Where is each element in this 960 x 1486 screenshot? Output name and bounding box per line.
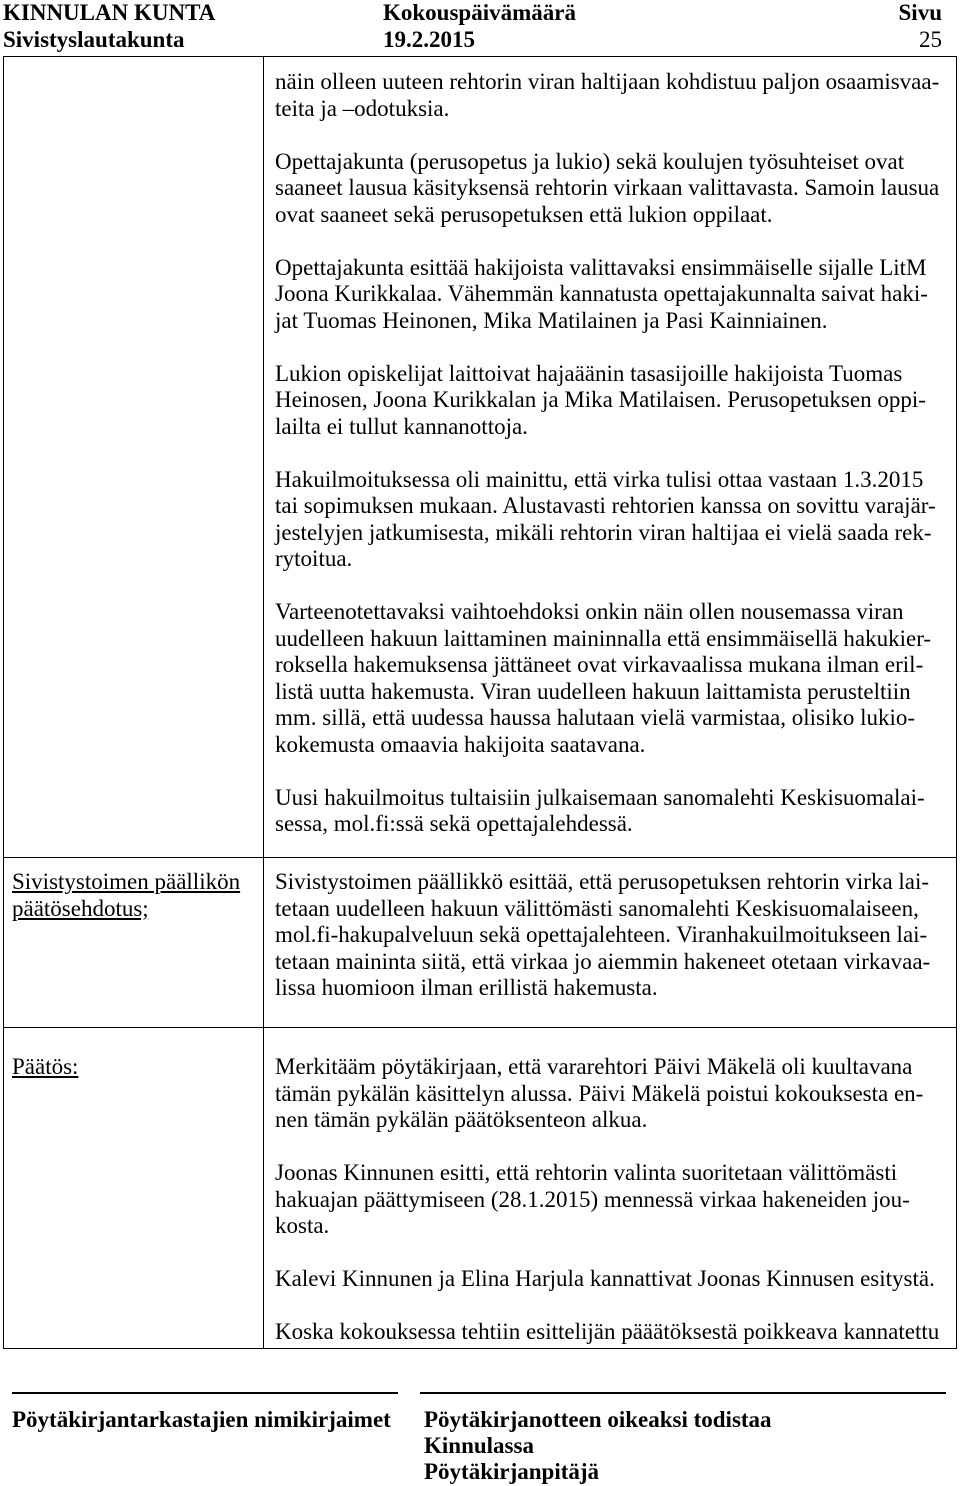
paragraph-line: Sivistystoimen päällikkö esittää, että perusopetuksen rehtorin virka lai- [275, 869, 930, 894]
paragraph [275, 869, 956, 1002]
footer-certification [424, 1407, 772, 1485]
minutes-row [4, 57, 957, 858]
section-label: Päätös: [12, 1054, 79, 1079]
page-label: Sivu [898, 0, 942, 25]
paragraph-line: kosta. [275, 1213, 330, 1238]
minutes-row [4, 858, 957, 1028]
paragraph-line: Joonas Kinnunen esitti, että rehtorin valinta suoritetaan välittömästi [275, 1160, 898, 1185]
meeting-date: 19.2.2015 [383, 26, 475, 52]
paragraph-line: näin olleen uuteen rehtorin viran haltijaan kohdistuu paljon osaamisvaa- [275, 69, 940, 94]
certification-place: Kinnulassa [424, 1433, 534, 1458]
paragraph [275, 255, 956, 335]
paragraph-line: listä uutta hakemusta. Viran uudelleen hakuun laittamista perusteltiin [275, 678, 911, 704]
paragraph-line: rytoitua. [275, 546, 353, 571]
minutes-table [3, 56, 957, 1349]
paragraph-line: ovat saaneet sekä perusopetuksen että lukion oppilaat. [275, 201, 773, 227]
paragraph [275, 69, 956, 122]
paragraph [275, 785, 956, 838]
paragraph-line: lissa huomioon ilman erillistä hakemusta. [275, 975, 658, 1000]
footer-rule [420, 1392, 946, 1394]
row-body-cell [264, 858, 957, 1028]
minutes-row [4, 1028, 957, 1349]
paragraph [275, 467, 956, 573]
paragraph-line: Koska kokouksessa tehtiin esittelijän pääätöksestä poikkeava kannatettu [275, 1319, 940, 1344]
paragraph-line: hakuajan päättymiseen (28.1.2015) mennessä virkaa hakeneiden jou- [275, 1186, 910, 1212]
paragraph [275, 361, 956, 441]
paragraph-line: Opettajakunta esittää hakijoista valittavaksi ensimmäiselle sijalle LitM [275, 254, 927, 280]
paragraph [275, 1319, 956, 1346]
paragraph-line: lailta ei tullut kannanottoja. [275, 413, 528, 439]
document-header-organization [3, 0, 215, 53]
meeting-date-label: Kokouspäivämäärä [383, 0, 576, 25]
row-label-cell [4, 858, 264, 1028]
board-name: Sivistyslautakunta [3, 26, 185, 52]
certification-label: Pöytäkirjanotteen oikeaksi todistaa [424, 1407, 772, 1432]
paragraph-line: mm. sillä, että uudessa haussa halutaan vielä varmistaa, olisiko lukio- [275, 705, 916, 730]
paragraph [275, 1266, 956, 1293]
municipality-name: KINNULAN KUNTA [3, 0, 216, 25]
paragraph [275, 599, 956, 758]
section-label: Sivistystoimen päällikön [12, 869, 241, 894]
row-body-cell [264, 1028, 957, 1349]
paragraph-line: tämän pykälän käsittelyn alussa. Päivi Mäkelä poistui kokouksesta en- [275, 1080, 924, 1106]
paragraph-line: roksella hakemuksensa jättäneet ovat virkavaalissa mukana ilman eril- [275, 652, 924, 677]
paragraph-line: Heinosen, Joona Kurikkalan ja Mika Matilaisen. Perusopetuksen oppi- [275, 387, 926, 412]
page-number: 25 [919, 26, 942, 52]
paragraph [275, 1160, 956, 1240]
row-label-cell [4, 1028, 264, 1349]
section-label: päätösehdotus; [12, 895, 149, 921]
paragraph-line: Merkitääm pöytäkirjaan, että vararehtori Päivi Mäkelä oli kuultavana [275, 1054, 913, 1079]
paragraph-line: Hakuilmoituksessa oli mainittu, että virka tulisi ottaa vastaan 1.3.2015 [275, 466, 924, 492]
paragraph-line: Kalevi Kinnunen ja Elina Harjula kannattivat Joonas Kinnusen esitystä. [275, 1266, 935, 1291]
paragraph-line: Joona Kurikkalaa. Vähemmän kannatusta opettajakunnalta saivat haki- [275, 281, 928, 306]
footer-initials [12, 1407, 391, 1433]
paragraph-line: sessa, mol.fi:ssä sekä opettajalehdessä. [275, 811, 633, 836]
document-header-date [383, 0, 576, 53]
paragraph [275, 1054, 956, 1134]
document-header-page [890, 0, 942, 53]
paragraph-line: tai sopimuksen mukaan. Alustavasti rehtorien kanssa on sovittu varajär- [275, 493, 936, 518]
paragraph-line: saaneet lausua käsityksensä rehtorin virkaan valittavasta. Samoin lausua [275, 175, 940, 200]
secretary-label: Pöytäkirjanpitäjä [424, 1459, 600, 1484]
paragraph-line: teita ja –odotuksia. [275, 95, 450, 121]
paragraph-line: tetaan uudelleen hakuun välittömästi sanomalehti Keskisuomalaiseen, [275, 895, 919, 921]
paragraph [275, 149, 956, 229]
paragraph-line: jestelyjen jatkumisesta, mikäli rehtorin viran haltijaa ei vielä saada rek- [275, 519, 932, 545]
paragraph-line: uudelleen hakuun laittaminen maininnalla että ensimmäisellä hakukier- [275, 625, 932, 651]
paragraph-line: tetaan maininta siitä, että virkaa jo aiemmin hakeneet otetaan virkavaa- [275, 948, 931, 974]
paragraph-line: Opettajakunta (perusopetus ja lukio) sekä koulujen työsuhteiset ovat [275, 148, 905, 174]
paragraph-line: Lukion opiskelijat laittoivat hajaäänin tasasijoille hakijoista Tuomas [275, 360, 903, 386]
paragraph-line: mol.fi-hakupalveluun sekä opettajalehteen. Viranhakuilmoitukseen lai- [275, 922, 928, 947]
row-body-cell [264, 57, 957, 858]
initials-label: Pöytäkirjantarkastajien nimikirjaimet [12, 1407, 391, 1432]
row-label-cell [4, 57, 264, 858]
paragraph-line: Uusi hakuilmoitus tultaisiin julkaisemaan sanomalehti Keskisuomalai- [275, 784, 925, 810]
paragraph-line: jat Tuomas Heinonen, Mika Matilainen ja Pasi Kainniainen. [275, 307, 828, 333]
paragraph-line: nen tämän pykälän päätöksenteon alkua. [275, 1107, 648, 1132]
paragraph-line: kokemusta omaavia hakijoita saatavana. [275, 731, 646, 757]
paragraph-line: Varteenotettavaksi vaihtoehdoksi onkin näin ollen nousemassa viran [275, 599, 904, 624]
footer-rule [12, 1392, 398, 1394]
